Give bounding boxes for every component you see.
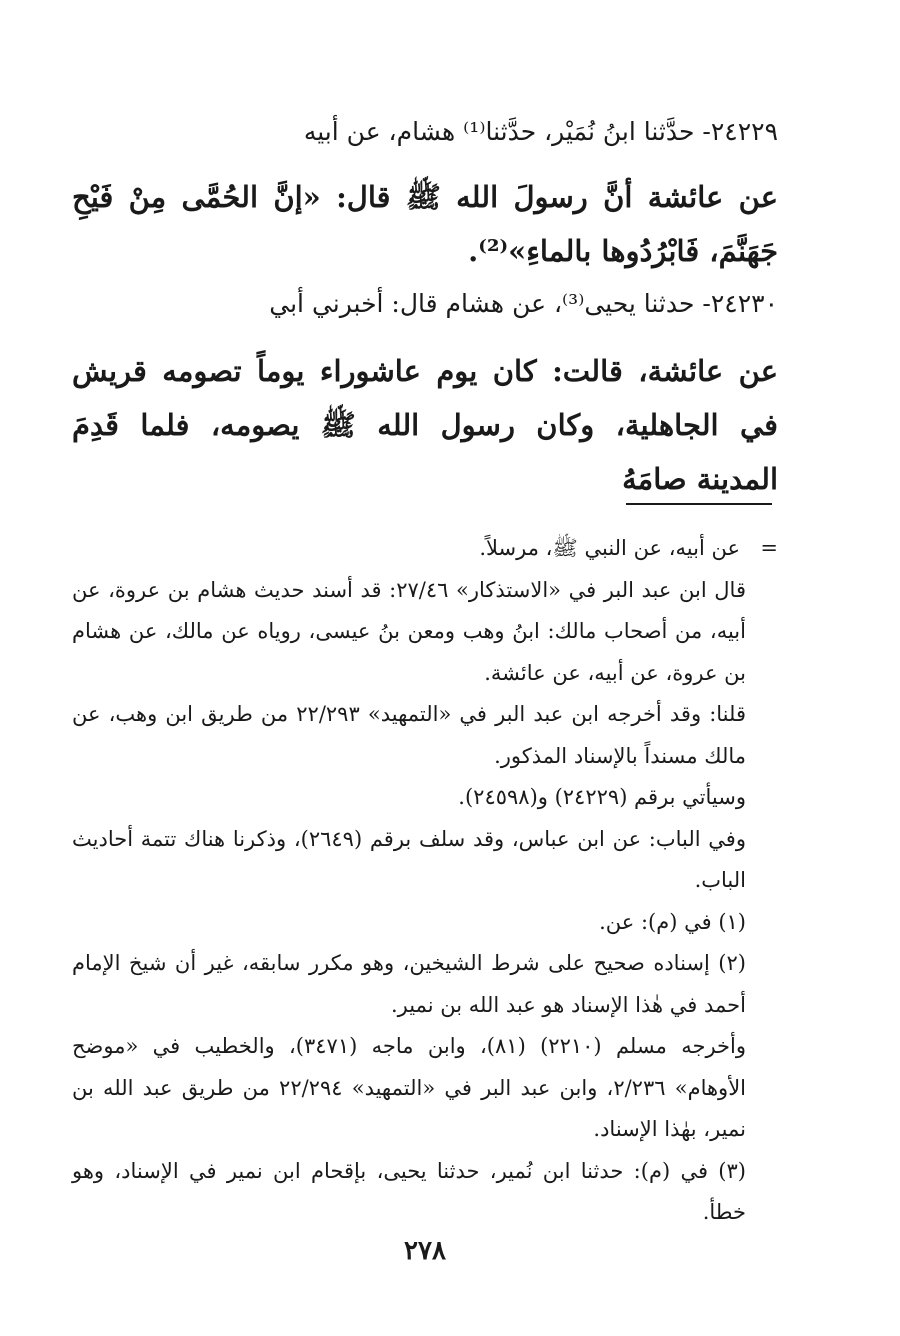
- footnote-paragraph: قال ابن عبد البر في «الاستذكار» ٢٧/٤٦: قد أسند حديث هشام بن عروة، عن أبيه، من أصحاب مالك: ابنُ وهب ومعن بنُ عيسى، روياه عن مالك، عن هشام بن عروة، عن أبيه، عن عائشة.: [72, 577, 746, 685]
- footnote-separator: [626, 503, 772, 505]
- footnotes: [72, 528, 778, 1234]
- continuation-text: عن أبيه، عن النبي ﷺ، مرسلاً.: [479, 536, 740, 560]
- hadith-24229-header: ٢٤٢٢٩- حدَّثنا ابنُ نُمَيْر، حدَّثنا⁽¹⁾ هشام، عن أبيه: [303, 117, 778, 146]
- footnote-paragraph: قلنا: وقد أخرجه ابن عبد البر في «التمهيد» ٢٢/٢٩٣ من طريق ابن وهب، عن مالك مسنداً بالإسناد المذكور.: [72, 702, 746, 768]
- footnote-3: (٣) في (م): حدثنا ابن نُمير، حدثنا يحيى، بإقحام ابن نمير في الإسناد، وهو خطأ.: [72, 1158, 746, 1224]
- footnote-2-continued: وأخرجه مسلم (٢٢١٠) (٨١)، وابن ماجه (٣٤٧١)، والخطيب في «موضح الأوهام» ٢/٢٣٦، وابن عبد البر في «التمهيد» ٢٢/٢٩٤ من طريق عبد الله بن نمير، بهٰذا الإسناد.: [72, 1034, 747, 1141]
- footnote-2: (٢) إسناده صحيح على شرط الشيخين، وهو مكرر سابقه، غير أن شيخ الإمام أحمد في هٰذا الإسناد هو عبد الله بن نمير.: [72, 951, 746, 1017]
- continuation-mark: =: [760, 536, 778, 560]
- footnote-paragraph: وسيأتي برقم (٢٤٢٢٩) و(٢٤٥٩٨).: [458, 785, 746, 809]
- footnote-1: (١) في (م): عن.: [599, 909, 746, 934]
- page-number: ٢٧٨: [404, 1236, 446, 1266]
- footnote-paragraph: وفي الباب: عن ابن عباس، وقد سلف برقم (٢٦٤٩)، وذكرنا هناك تتمة أحاديث الباب.: [72, 826, 746, 892]
- hadith-24229-text: عن عائشة أنَّ رسولَ الله ﷺ قال: «إنَّ الحُمَّى مِنْ فَيْحِ جَهَنَّمَ، فَابْرُدُوها بالماءِ»⁽²⁾.: [72, 180, 778, 268]
- hadith-24230-header: ٢٤٢٣٠- حدثنا يحيى⁽³⁾، عن هشام قال: أخبرني أبي: [269, 289, 778, 318]
- footnote-continuation: [72, 528, 778, 570]
- hadith-24230-text: عن عائشة، قالت: كان يوم عاشوراء يوماً تصومه قريش في الجاهلية، وكان رسول الله ﷺ يصومه، فلما قَدِمَ المدينة صامَهُ: [72, 354, 778, 496]
